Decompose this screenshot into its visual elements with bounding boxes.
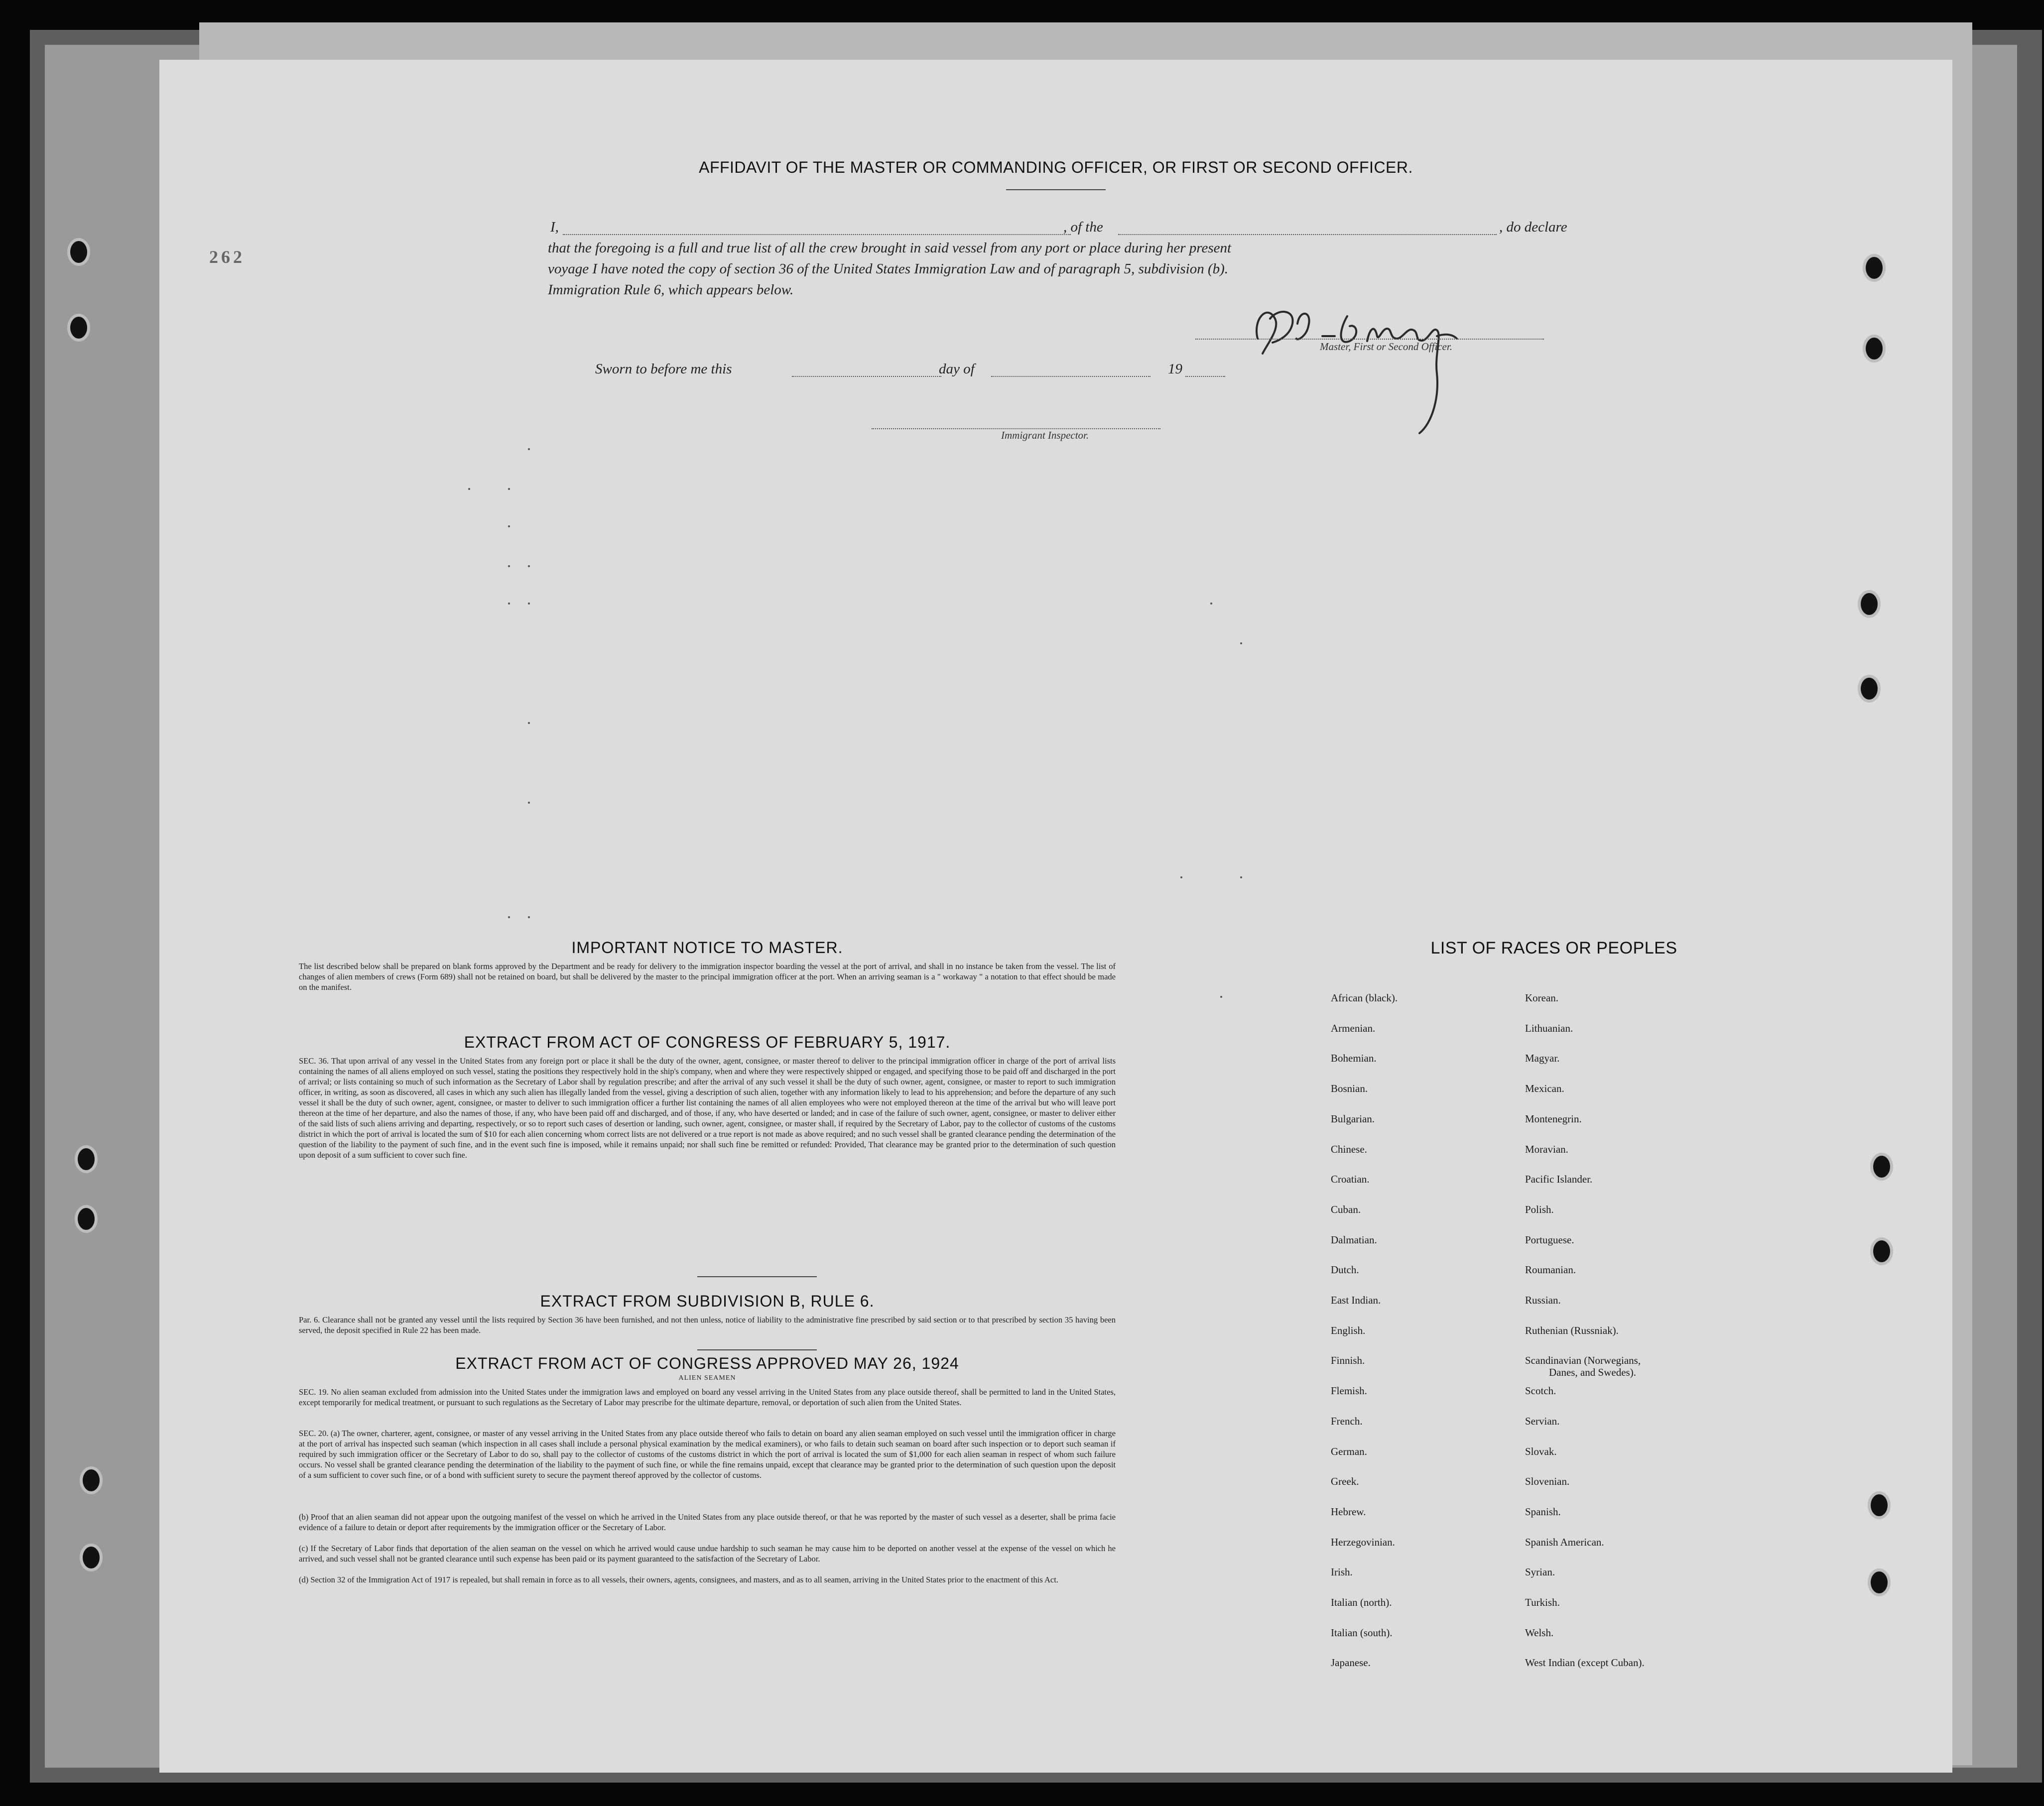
race-entry: Bohemian. bbox=[1331, 1052, 1377, 1065]
extract-1924-sec20d: (d) Section 32 of the Immigration Act of 1917 is repealed, but shall remain in force as to all vessels, their owners, agents, consignees, and masters, and as to all seamen, arriving in the United States prior to the enactment of this Act. bbox=[299, 1575, 1058, 1584]
year-label: 19 bbox=[1168, 361, 1182, 377]
extract-1924-subtitle: ALIEN SEAMEN bbox=[678, 1374, 736, 1382]
race-entry: Portuguese. bbox=[1525, 1233, 1574, 1246]
race-entry: Turkish. bbox=[1525, 1596, 1560, 1608]
race-entry: Greek. bbox=[1331, 1475, 1359, 1488]
races-title: LIST OF RACES OR PEOPLES bbox=[1430, 939, 1677, 958]
speck bbox=[1240, 642, 1242, 644]
race-entry: Syrian. bbox=[1525, 1566, 1555, 1578]
race-entry: Armenian. bbox=[1331, 1022, 1376, 1034]
affidavit-title: AFFIDAVIT OF THE MASTER OR COMMANDING OFFICER, OR FIRST OR SECOND OFFICER. bbox=[699, 158, 1413, 176]
race-entry: Cuban. bbox=[1331, 1203, 1361, 1215]
name-blank bbox=[563, 234, 1071, 235]
inspector-label: Immigrant Inspector. bbox=[1001, 429, 1089, 441]
race-entry: Slovenian. bbox=[1525, 1475, 1570, 1488]
race-entry: Slovak. bbox=[1525, 1445, 1557, 1457]
signature-blank bbox=[1195, 339, 1544, 340]
affidavit-line-2: that the foregoing is a full and true list of all the crew brought in said vessel from any port or place during her present bbox=[548, 240, 1232, 256]
extract-rule6-title: EXTRACT FROM SUBDIVISION B, RULE 6. bbox=[540, 1292, 875, 1310]
speck bbox=[1180, 876, 1182, 878]
speck bbox=[528, 916, 530, 918]
punch-hole bbox=[1870, 1153, 1893, 1181]
punch-hole bbox=[80, 1466, 103, 1494]
race-entry: Korean. bbox=[1525, 992, 1559, 1004]
race-entry: Lithuanian. bbox=[1525, 1022, 1573, 1034]
speck bbox=[468, 488, 470, 490]
day-of-label: day of bbox=[939, 361, 975, 377]
race-entry: Polish. bbox=[1525, 1203, 1554, 1215]
race-entry: Moravian. bbox=[1525, 1143, 1568, 1155]
punch-hole bbox=[1868, 1568, 1891, 1596]
speck bbox=[1240, 876, 1242, 878]
notice-title: IMPORTANT NOTICE TO MASTER. bbox=[571, 939, 843, 957]
affidavit-i-label: I, bbox=[550, 219, 559, 235]
affidavit-do-declare-label: , do declare bbox=[1499, 219, 1567, 235]
speck bbox=[528, 448, 530, 450]
punch-hole bbox=[1868, 1491, 1891, 1519]
affidavit-line-4: Immigration Rule 6, which appears below. bbox=[548, 282, 794, 298]
race-entry: Italian (north). bbox=[1331, 1596, 1392, 1608]
race-entry: French. bbox=[1331, 1415, 1363, 1427]
speck bbox=[1210, 602, 1212, 604]
race-entry: Finnish. bbox=[1331, 1354, 1365, 1367]
race-entry: Irish. bbox=[1331, 1566, 1353, 1578]
race-entry: West Indian (except Cuban). bbox=[1525, 1657, 1645, 1669]
affidavit-of-the-label: , of the bbox=[1063, 219, 1103, 235]
punch-hole bbox=[67, 238, 90, 266]
speck bbox=[508, 565, 510, 567]
race-entry: Montenegrin. bbox=[1525, 1112, 1582, 1125]
race-entry: African (black). bbox=[1331, 992, 1398, 1004]
extract-1917-body: SEC. 36. That upon arrival of any vessel in the United States from any foreign port or place it shall be the duty of the owner, agent, consignee, or master thereof to deliver to the principal immigration officer in charge of the port of arrival lists containing the names of all aliens employed on such vessel, stating the positions they respectively hold in the ship's company, when and where they were respectively shipped or engaged, and specifying those to be paid off and discharged in the port of arrival; or lists containing so much of such information as the Secretary of Labor shall by regulation prescribe; and after the arrival of any such vessel it shall be the duty of such owner, agent, consignee, or master to report to such immigration officer, in writing, as soon as discovered, all cases in which any such alien has illegally landed from the vessel, giving a description of such alien, together with any information likely to lead to his apprehension; and before the departure of any such vessel it shall be the duty of such owner, agent, consignee, or master to deliver to such immigration officer a further list containing the names of all alien employees who were not employed thereon at the time of the arrival but who will leave port thereon at the time of her departure, and also the names of those, if any, who have been paid off and discharged, and of those, if any, who have deserted or landed; and in case of the failure of such owner, agent, consignee, or master to deliver either of the said lists of such aliens arriving and departing, respectively, or so to report such cases of desertion or landing, such owner, agent, consignee, or master shall, if required by the Secretary of Labor, pay to the collector of customs of the customs district in which the port of arrival is located the sum of $10 for each alien concerning whom correct lists are not delivered or a true report is not made as above required; and no such vessel shall be granted clearance pending the determination of the question of the liability to the payment of such fine, and in the event such fine is imposed, while it remains unpaid; nor shall such fine be remitted or refunded: Provided, That clearance may be granted prior to the determination of such question upon deposit of a sum sufficient to cover such fine. bbox=[299, 1056, 1116, 1160]
race-entry: Hebrew. bbox=[1331, 1505, 1366, 1518]
speck bbox=[1220, 996, 1222, 998]
punch-hole bbox=[1870, 1237, 1893, 1265]
punch-hole bbox=[1858, 675, 1881, 703]
signer-label: Master, First or Second Officer. bbox=[1320, 341, 1452, 353]
race-entry: Dalmatian. bbox=[1331, 1233, 1377, 1246]
vessel-blank bbox=[1118, 234, 1497, 235]
race-entry: Roumanian. bbox=[1525, 1264, 1576, 1276]
punch-hole bbox=[1858, 590, 1881, 618]
corner-mark: 262 bbox=[209, 247, 245, 267]
speck bbox=[528, 565, 530, 567]
race-entry: German. bbox=[1331, 1445, 1367, 1457]
race-entry: Spanish American. bbox=[1525, 1536, 1604, 1548]
section-divider bbox=[697, 1276, 817, 1277]
speck bbox=[528, 722, 530, 724]
sworn-month-blank bbox=[991, 376, 1150, 377]
punch-hole bbox=[67, 314, 90, 342]
race-entry: Magyar. bbox=[1525, 1052, 1560, 1065]
race-entry: Scotch. bbox=[1525, 1385, 1556, 1397]
race-entry-continuation: Danes, and Swedes). bbox=[1549, 1366, 1636, 1379]
punch-hole bbox=[1863, 254, 1886, 282]
race-entry: Herzegovinian. bbox=[1331, 1536, 1395, 1548]
extract-1924-title: EXTRACT FROM ACT OF CONGRESS APPROVED MAY 26, 1924 bbox=[455, 1354, 959, 1372]
race-entry: Chinese. bbox=[1331, 1143, 1367, 1155]
punch-hole bbox=[75, 1145, 98, 1173]
extract-1924-sec19: SEC. 19. No alien seaman excluded from admission into the United States under the immigration laws and employed on board any vessel arriving in the United States from any place outside thereof, shall be permitted to land in the United States, except temporarily for medical treatment, or pursuant to such regulations as the Secretary of Labor may prescribe for the ultimate departure, removal, or deportation of such alien from the United States. bbox=[299, 1387, 1116, 1407]
affidavit-line-3: voyage I have noted the copy of section 36 of the United States Immigration Law and of paragraph 5, subdivision (b). bbox=[548, 261, 1229, 277]
punch-hole bbox=[1863, 335, 1886, 362]
race-entry: Scandinavian (Norwegians, bbox=[1525, 1354, 1641, 1367]
year-blank bbox=[1185, 376, 1225, 377]
title-underline bbox=[1006, 189, 1106, 190]
race-entry: East Indian. bbox=[1331, 1294, 1381, 1306]
race-entry: Mexican. bbox=[1525, 1083, 1564, 1095]
section-divider bbox=[697, 1349, 817, 1350]
race-entry: Welsh. bbox=[1525, 1626, 1554, 1639]
punch-hole bbox=[75, 1205, 98, 1233]
speck bbox=[528, 602, 530, 604]
sworn-day-blank bbox=[792, 376, 941, 377]
extract-1917-title: EXTRACT FROM ACT OF CONGRESS OF FEBRUARY 5, 1917. bbox=[464, 1033, 951, 1051]
speck bbox=[508, 525, 510, 527]
speck bbox=[508, 488, 510, 490]
extract-rule6-body: Par. 6. Clearance shall not be granted any vessel until the lists required by Section 36 have been furnished, and not then unless, notice of liability to the administrative fine prescribed by said section or to that prescribed by section 35 having been served, the deposit specified in Rule 22 has been made. bbox=[299, 1315, 1116, 1335]
race-entry: Russian. bbox=[1525, 1294, 1561, 1306]
race-entry: Italian (south). bbox=[1331, 1626, 1393, 1639]
race-entry: Flemish. bbox=[1331, 1385, 1367, 1397]
race-entry: Servian. bbox=[1525, 1415, 1560, 1427]
race-entry: Pacific Islander. bbox=[1525, 1173, 1593, 1186]
race-entry: Croatian. bbox=[1331, 1173, 1370, 1186]
race-entry: Bulgarian. bbox=[1331, 1112, 1375, 1125]
race-entry: English. bbox=[1331, 1324, 1366, 1336]
officer-signature bbox=[1248, 289, 1517, 438]
notice-body: The list described below shall be prepared on blank forms approved by the Department and be ready for delivery to the immigration inspector boarding the vessel at the port of arrival, and shall in no instance be taken from the vessel. The list of changes of alien members of crews (Form 689) shall not be retained on board, but shall be delivered by the master to the principal immigration officer at the port. When an arriving seaman is a " workaway " a notation to that effect should be made on the manifest. bbox=[299, 962, 1116, 992]
extract-1924-sec20a: SEC. 20. (a) The owner, charterer, agent, consignee, or master of any vessel arriving in the United States from any place outside thereof who fails to detain on board any alien seaman employed on such vessel until the immigration officer in charge at the port of arrival has inspected such seaman (which inspection in all cases shall include a personal physical examination by the medical examiners), or who fails to detain such seaman on board after such inspection or to deport such seaman if required by such immigration officer or the Secretary of Labor to do so, shall pay to the collector of customs of the customs district in which the port of arrival is located the sum of $1,000 for each alien seaman in respect of whom such failure occurs. No vessel shall be granted clearance pending the determination of the liability to the payment of such fine, or while the fine remains unpaid, except that clearance may be granted prior to the determination of such question upon the deposit of a sum sufficient to cover such fine, or of a bond with sufficient surety to secure the payment thereof approved by the collector of customs. bbox=[299, 1429, 1116, 1480]
speck bbox=[528, 802, 530, 804]
sworn-label: Sworn to before me this bbox=[595, 361, 732, 377]
race-entry: Bosnian. bbox=[1331, 1083, 1368, 1095]
speck bbox=[508, 916, 510, 918]
document-page bbox=[159, 60, 1952, 1773]
punch-hole bbox=[80, 1544, 103, 1571]
speck bbox=[508, 602, 510, 604]
extract-1924-sec20b: (b) Proof that an alien seaman did not appear upon the outgoing manifest of the vessel on which he arrived in the United States from any place outside thereof, or that he was reported by the master of such vessel as a deserter, shall be prima facie evidence of a failure to detain or deport after requirements by the immigration officer or the Secretary of Labor. bbox=[299, 1512, 1116, 1532]
extract-1924-sec20c: (c) If the Secretary of Labor finds that deportation of the alien seaman on the vessel on which he arrived would cause undue hardship to such seaman he may cause him to be deported on another vessel at the expense of the vessel on which he arrived, and such vessel shall not be granted clearance until such expense has been paid or its payment guaranteed to the satisfaction of the Secretary of Labor. bbox=[299, 1544, 1116, 1564]
race-entry: Dutch. bbox=[1331, 1264, 1359, 1276]
race-entry: Spanish. bbox=[1525, 1505, 1561, 1518]
race-entry: Japanese. bbox=[1331, 1657, 1371, 1669]
race-entry: Ruthenian (Russniak). bbox=[1525, 1324, 1619, 1336]
